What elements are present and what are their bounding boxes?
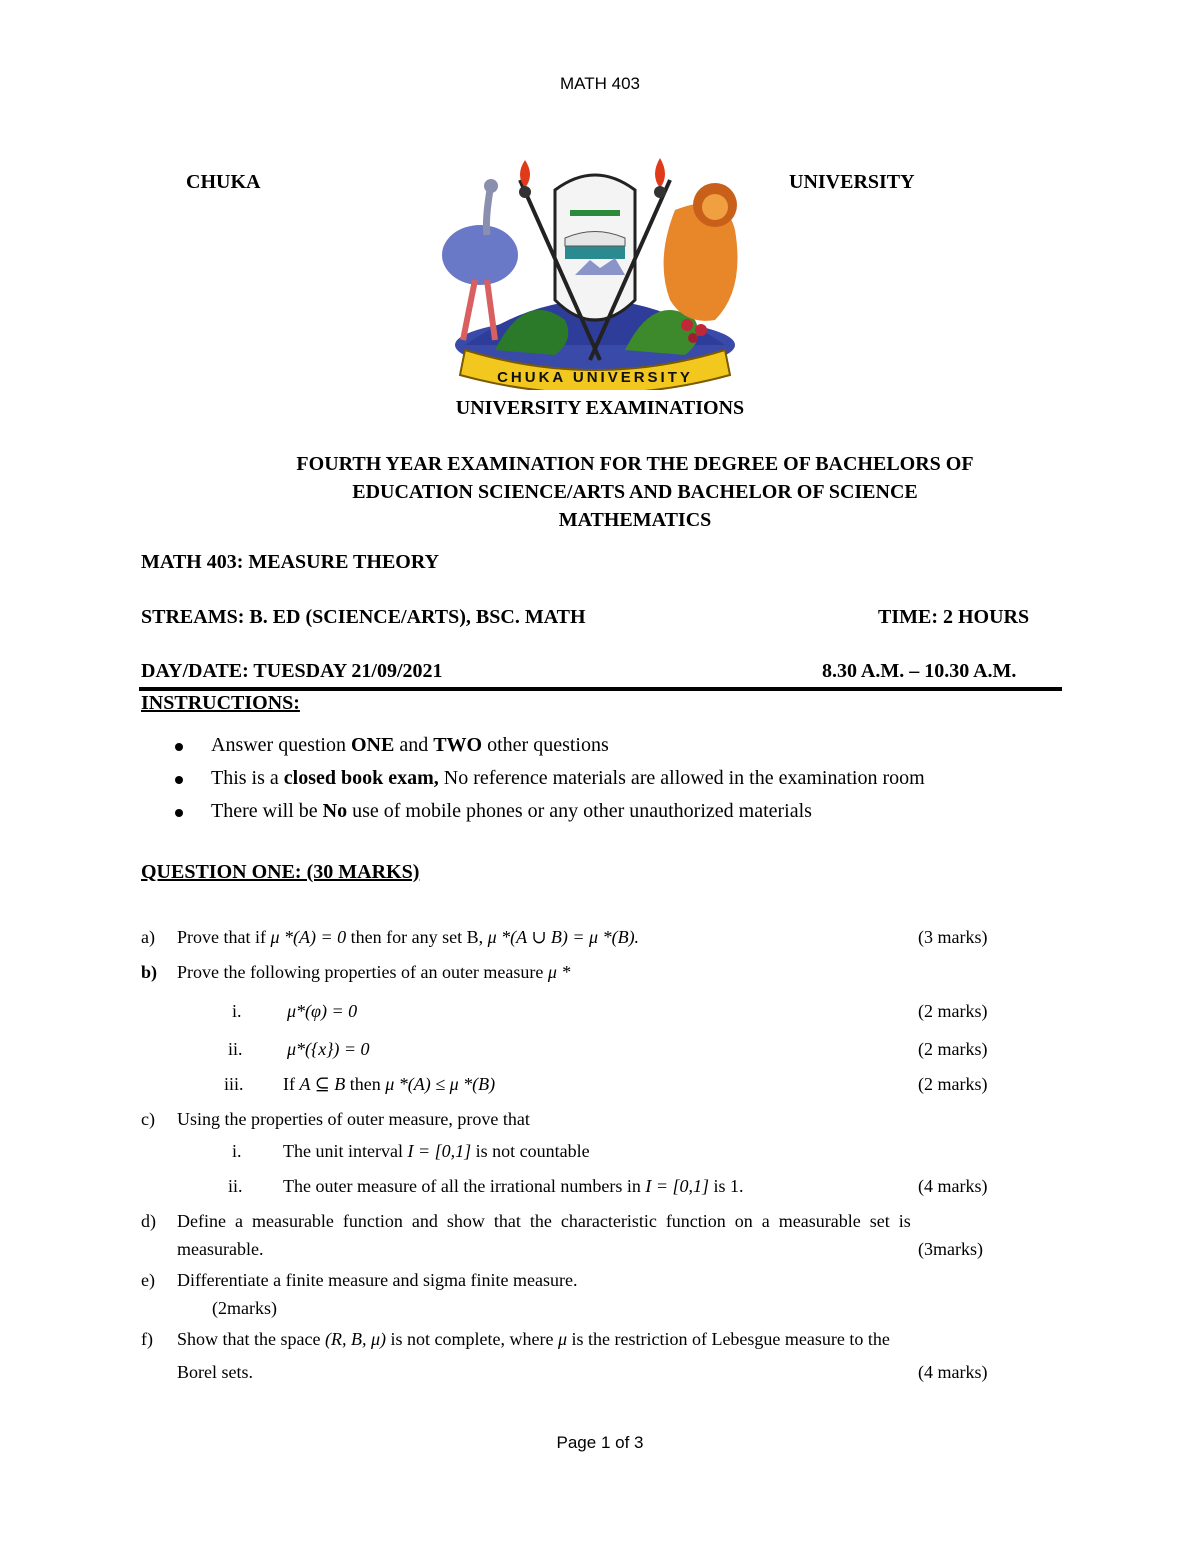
question-one-heading: QUESTION ONE: (30 MARKS) xyxy=(141,861,420,883)
marks: (2 marks) xyxy=(918,1001,988,1021)
marks: (3marks) xyxy=(918,1239,983,1259)
exam-time-range: 8.30 A.M. – 10.30 A.M. xyxy=(822,660,1017,682)
marks: (4 marks) xyxy=(918,1362,988,1382)
exam-date: DAY/DATE: TUESDAY 21/09/2021 xyxy=(141,660,443,682)
marks: (4 marks) xyxy=(918,1176,988,1196)
university-logo xyxy=(425,150,765,390)
bullet-icon xyxy=(175,776,183,784)
logo-ribbon-text: CHUKA UNIVERSITY xyxy=(497,369,693,386)
bullet-icon xyxy=(175,743,183,751)
marks: (2 marks) xyxy=(918,1039,988,1059)
marks: (3 marks) xyxy=(918,927,988,947)
bullet-icon xyxy=(175,809,183,817)
marks: (2marks) xyxy=(212,1298,277,1318)
page-number: Page 1 of 3 xyxy=(556,1433,644,1452)
course-title: MATH 403: MEASURE THEORY xyxy=(141,551,440,573)
marks: (2 marks) xyxy=(918,1074,988,1094)
university-name-left: CHUKA xyxy=(186,171,261,193)
page-header: MATH 403 xyxy=(560,74,640,93)
exam-title: UNIVERSITY EXAMINATIONS xyxy=(455,397,745,419)
degree-line-1: FOURTH YEAR EXAMINATION FOR THE DEGREE OF BACHELORS OF xyxy=(296,453,974,475)
degree-line-3: MATHEMATICS xyxy=(558,509,712,531)
degree-line-2: EDUCATION SCIENCE/ARTS AND BACHELOR OF SCIENCE xyxy=(352,481,918,503)
header-divider xyxy=(139,687,1062,691)
degree-title xyxy=(200,450,1070,534)
exam-duration: TIME: 2 HOURS xyxy=(878,606,1030,628)
university-name-right: UNIVERSITY xyxy=(789,171,915,193)
instructions-heading: INSTRUCTIONS: xyxy=(141,692,300,714)
streams: STREAMS: B. ED (SCIENCE/ARTS), BSC. MATH xyxy=(141,606,586,628)
